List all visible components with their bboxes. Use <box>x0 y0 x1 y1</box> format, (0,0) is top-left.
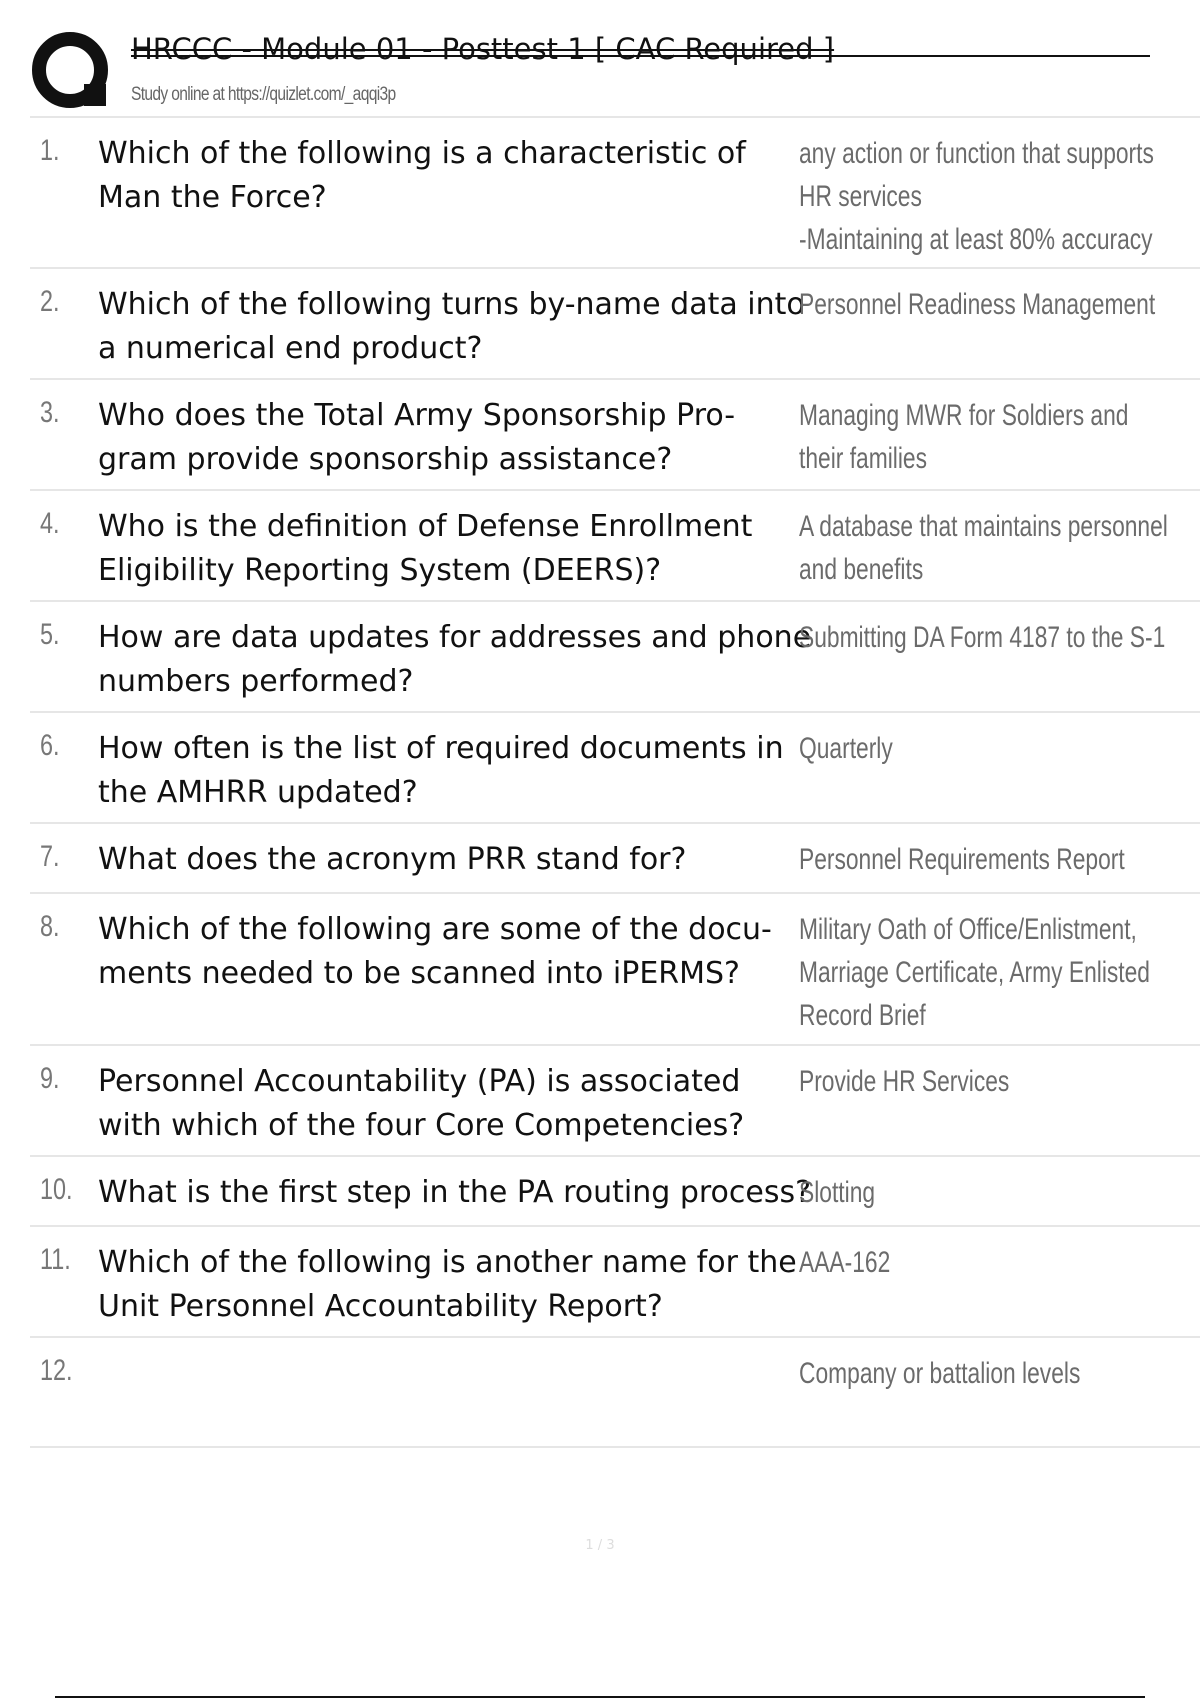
flashcard-row <box>30 602 1200 713</box>
card-definition <box>799 394 1179 480</box>
definition-line: any action or function that supports HR services <box>799 137 1154 213</box>
card-number: 6. <box>40 729 60 762</box>
page-number: 1 / 3 <box>585 1538 615 1553</box>
flashcard-row <box>30 1338 1200 1448</box>
card-term: Which of the following is a characteristic of Man the Force? <box>98 136 746 215</box>
flashcard-row <box>30 118 1200 269</box>
card-term: Who is the definition of Defense Enrollment Eligibility Reporting System (DEERS)? <box>98 509 753 588</box>
card-definition <box>799 838 1179 881</box>
card-number: 8. <box>40 910 60 943</box>
card-term: Which of the following is another name for the Unit Personnel Accountability Report? <box>98 1245 797 1324</box>
definition-line: A database that maintains personnel and benefits <box>799 510 1168 586</box>
definition-line: Military Oath of Office/Enlistment, Marriage Certificate, Army Enlisted Record Brief <box>799 913 1150 1032</box>
flashcard-row <box>30 1227 1200 1338</box>
card-number: 9. <box>40 1062 60 1095</box>
card-term: What does the acronym PRR stand for? <box>98 842 687 877</box>
card-definition <box>799 1171 1179 1214</box>
card-definition <box>799 283 1179 326</box>
card-definition <box>799 1352 1179 1395</box>
definition-line: Slotting <box>799 1176 876 1209</box>
definition-line: -Maintaining at least 80% accuracy <box>799 223 1153 256</box>
card-definition <box>799 132 1179 261</box>
card-definition <box>799 1241 1179 1284</box>
card-number: 3. <box>40 396 60 429</box>
definition-line: Managing MWR for Soldiers and their families <box>799 399 1129 475</box>
flashcard-row <box>30 713 1200 824</box>
flashcard-row <box>30 380 1200 491</box>
study-online-link[interactable]: Study online at https://quizlet.com/_aqqi3p <box>131 84 396 105</box>
card-term: Personnel Accountability (PA) is associated with which of the four Core Competencies? <box>98 1064 745 1143</box>
card-number: 5. <box>40 618 60 651</box>
card-number: 2. <box>40 285 60 318</box>
card-number: 12. <box>40 1354 73 1387</box>
flashcard-row <box>30 1046 1200 1157</box>
definition-line: Quarterly <box>799 732 893 765</box>
flashcard-row <box>30 894 1200 1046</box>
card-number: 1. <box>40 134 60 167</box>
flashcard-row <box>30 824 1200 894</box>
card-term: Which of the following are some of the docu- ments needed to be scanned into iPERMS? <box>98 912 772 991</box>
quizlet-q-logo-icon <box>30 30 114 114</box>
flashcard-list <box>30 116 1200 1448</box>
card-definition <box>799 727 1179 770</box>
card-number: 11. <box>40 1243 71 1276</box>
card-definition <box>799 616 1179 659</box>
card-number: 4. <box>40 507 60 540</box>
card-term: How often is the list of required documents in the AMHRR updated? <box>98 731 784 810</box>
card-term: What is the first step in the PA routing process? <box>98 1175 812 1210</box>
definition-line: Personnel Readiness Management <box>799 288 1156 321</box>
definition-line: Company or battalion levels <box>799 1357 1081 1390</box>
card-definition <box>799 908 1179 1037</box>
flashcard-row <box>30 1157 1200 1227</box>
card-term: Which of the following turns by-name data into a numerical end product? <box>98 287 805 366</box>
bottom-rule <box>55 1696 1145 1698</box>
card-term: How are data updates for addresses and phone numbers performed? <box>98 620 812 699</box>
card-term: Who does the Total Army Sponsorship Pro- gram provide sponsorship assistance? <box>98 398 736 477</box>
flashcard-row <box>30 491 1200 602</box>
definition-line: AAA-162 <box>799 1246 891 1279</box>
page-header <box>30 30 1150 116</box>
card-definition <box>799 505 1179 591</box>
card-number: 7. <box>40 840 60 873</box>
card-number: 10. <box>40 1173 73 1206</box>
flashcard-row <box>30 269 1200 380</box>
card-definition <box>799 1060 1179 1103</box>
definition-line: Provide HR Services <box>799 1065 1010 1098</box>
definition-line: Personnel Requirements Report <box>799 843 1125 876</box>
definition-line: Submitting DA Form 4187 to the S-1 <box>799 621 1166 654</box>
document-title: HRCCC - Module 01 - Posttest 1 [ CAC Required ] <box>131 32 835 66</box>
